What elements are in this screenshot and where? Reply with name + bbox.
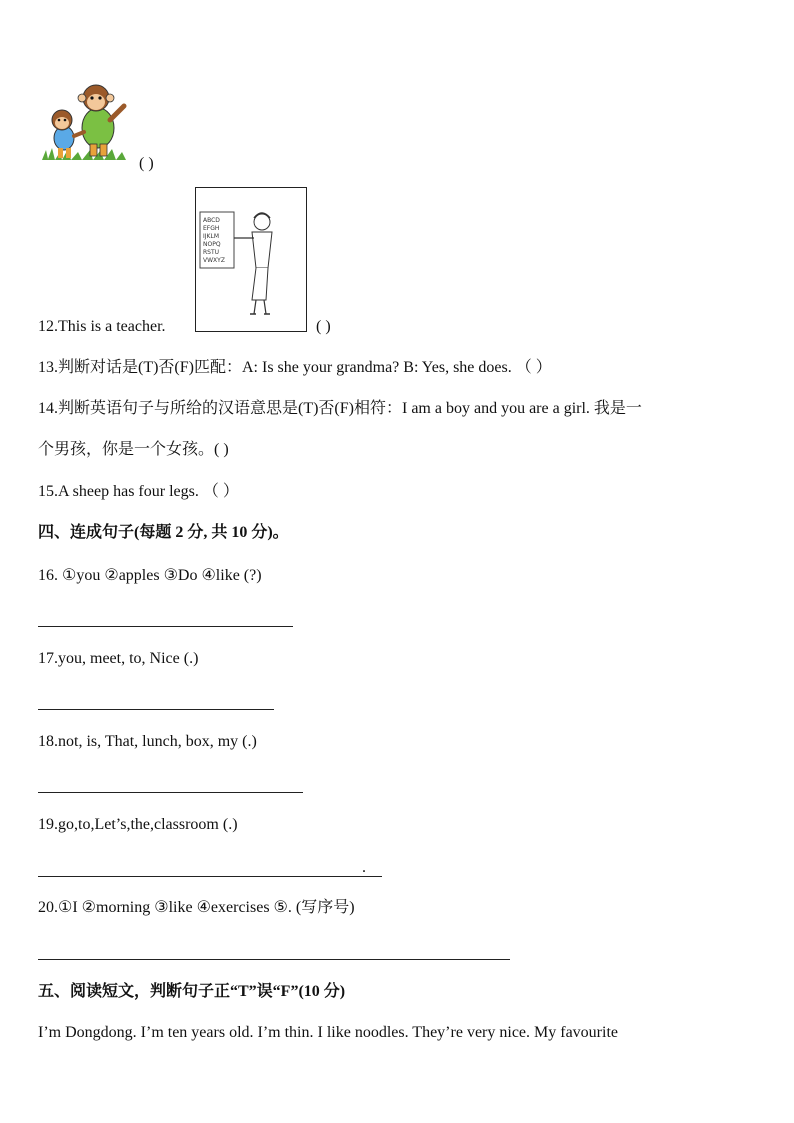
monkeys-illustration: [38, 80, 130, 164]
q12-answer-parens[interactable]: ( ): [316, 318, 331, 335]
passage-line1: I’m Dongdong. I’m ten years old. I’m thin. I like noodles. They’re very nice. My favourite: [38, 1024, 618, 1041]
q17-text: 17.you, meet, to, Nice (.): [38, 650, 199, 667]
teacher-illustration: [195, 187, 307, 332]
q12-text: 12.This is a teacher.: [38, 318, 166, 335]
q19-end-mark: .: [362, 859, 366, 876]
board-line-1: ABCD: [203, 217, 220, 224]
q20-text: 20.①I ②morning ③like ④exercises ⑤. (写序号): [38, 899, 355, 916]
q11-answer-parens[interactable]: ( ): [139, 155, 154, 172]
q20-answer-line[interactable]: [38, 959, 510, 960]
q13-text: 13.判断对话是(T)否(F)匹配：A: Is she your grandma? B: Yes, she does. （ ）: [38, 359, 552, 376]
q14-line2: 个男孩，你是一个女孩。( ): [38, 441, 229, 458]
q18-text: 18.not, is, That, lunch, box, my (.): [38, 733, 257, 750]
q16-answer-line[interactable]: [38, 626, 293, 627]
board-line-6: VWXYZ: [203, 257, 225, 264]
section4-heading: 四、连成句子(每题 2 分, 共 10 分)。: [38, 524, 289, 541]
section5-heading: 五、阅读短文，判断句子正“T”误“F”(10 分): [38, 983, 346, 1000]
q19-answer-line[interactable]: [38, 876, 382, 877]
q16-text: 16. ①you ②apples ③Do ④like (?): [38, 567, 262, 584]
q19-text: 19.go,to,Let’s,the,classroom (.): [38, 816, 238, 833]
board-line-3: IJKLM: [203, 233, 219, 240]
q14-line1: 14.判断英语句子与所给的汉语意思是(T)否(F)相符：I am a boy and you are a girl. 我是一: [38, 400, 642, 417]
board-line-4: NOPQ: [203, 241, 221, 248]
board-line-5: RSTU: [203, 249, 220, 256]
board-line-2: EFGH: [203, 225, 220, 232]
q17-answer-line[interactable]: [38, 709, 274, 710]
q18-answer-line[interactable]: [38, 792, 303, 793]
q15-text: 15.A sheep has four legs. （ ）: [38, 483, 239, 500]
